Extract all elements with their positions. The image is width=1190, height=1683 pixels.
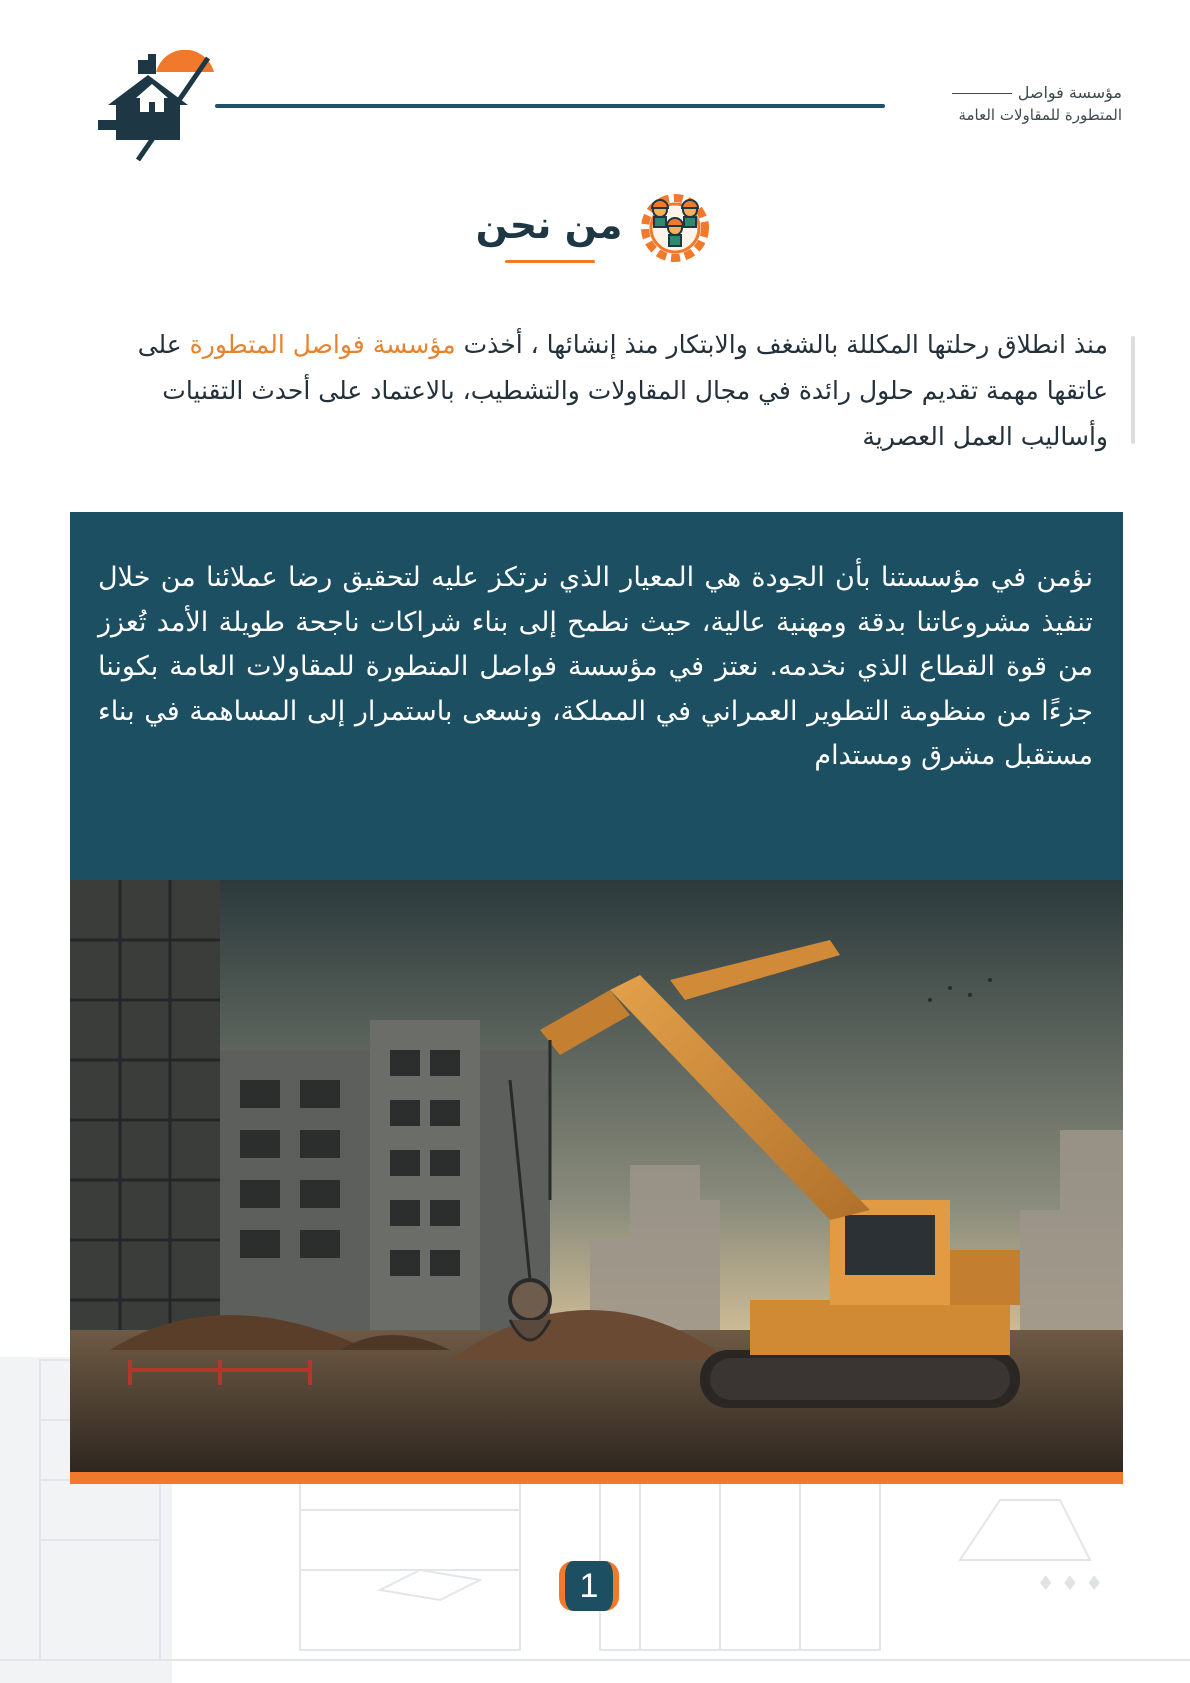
workers-gear-icon [636, 186, 714, 264]
header-divider [215, 104, 885, 108]
brand-decorative-line [952, 93, 1012, 94]
page-number: 1 [559, 1561, 619, 1611]
intro-text-part1: منذ انطلاق رحلتها المكللة بالشغف والابتكار منذ إنشائها ، أخذت [455, 330, 1108, 359]
title-underline [505, 260, 595, 263]
excavator-construction-site-image [70, 880, 1123, 1472]
about-box-text: نؤمن في مؤسستنا بأن الجودة هي المعيار الذي نرتكز عليه لتحقيق رضا عملائنا من خلال تنفيذ مشروعاتنا بدقة ومهنية عالية، حيث نطمح إلى بناء شراكات ناجحة طويلة الأمد تُعزز من قوة القطاع الذي نخدمه. نعتز في مؤسسة فواصل المتطورة للمقاولات العامة بكوننا جزءًا من منظومة التطوير العمراني في المملكة، ونسعى باستمرار إلى المساهمة في بناء مستقبل مشرق ومستدام [98, 562, 1093, 771]
intro-side-bar [1131, 336, 1135, 444]
brand-name-line1: مؤسسة فواصل [1017, 83, 1122, 102]
company-logo-icon [98, 50, 224, 166]
brand-name-line2: المتطورة للمقاولات العامة [958, 106, 1122, 124]
section-header [0, 186, 1190, 264]
svg-text:♦ ♦ ♦: ♦ ♦ ♦ [1036, 1571, 1104, 1595]
brand-name [862, 82, 1122, 126]
section-title: من نحن [475, 203, 623, 247]
intro-text-part2: على عاتقها مهمة تقديم حلول رائدة في مجال المقاولات والتشطيب، بالاعتماد على أحدث التقنيات وأساليب العمل العصرية [137, 330, 1108, 451]
intro-highlight: مؤسسة فواصل المتطورة [189, 330, 456, 359]
photo-bottom-accent-bar [70, 1472, 1123, 1484]
intro-paragraph [70, 322, 1120, 460]
